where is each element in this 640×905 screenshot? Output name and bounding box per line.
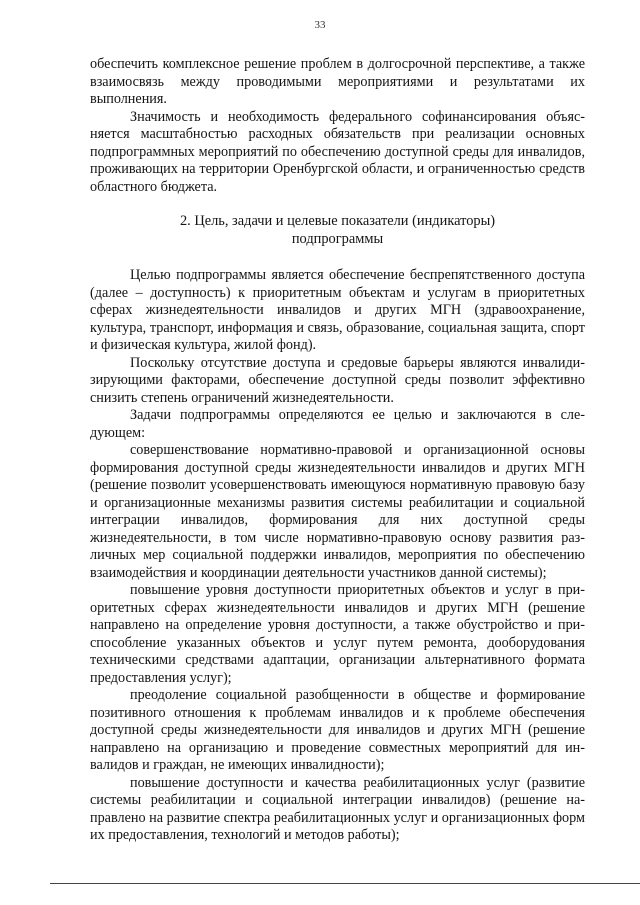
bottom-divider <box>50 883 640 884</box>
paragraph-continuation: обеспечить комплексное решение проблем в долгосрочной перспективе, а также взаимосвязь между проводимыми мероприятиями и результатами их выполнения. <box>90 56 585 107</box>
list-item-task-1: совершенствование нормативно-правовой и организационной основы формирования доступной среды жизнедеятельности инвалидов и других МГН (решение позволит усовершенствовать имеющуюся нормативную правовую базу и организационные механизмы развития системы реабилитации и социальной интеграции инвалидов, формирования для них доступной среды жизнедеятельности, в том числе нормативно-правовую основу развития различных мер социальной поддержки инвалидов, мероприятия по обеспечению взаимодействия и координации деятельности участников данной системы); <box>90 442 585 581</box>
paragraph-tasks-intro: Задачи подпрограммы определяются ее целью и заключаются в следующем: <box>90 407 585 441</box>
list-item-task-4: повышение доступности и качества реабилитационных услуг (развитие системы реабилитации и социальной интеграции инвалидов) (решение направлено на развитие спектра реабилитационных услуг и организационных форм их предоставления, технологий и методов работы); <box>90 774 585 843</box>
section-heading-line-2: подпрограммы <box>291 230 384 247</box>
document-body <box>90 56 585 845</box>
paragraph-barriers: Поскольку отсутствие доступа и средовые барьеры являются инвалидизирующими факторами, обеспечение доступной среды позволит эффективно снизить степень ограничений жизнедеятельности. <box>90 354 585 406</box>
paragraph-goal: Целью подпрограммы является обеспечение беспрепятственного доступа (далее – доступность) к приоритетным объектам и услугам в приоритетных сферах жизнедеятельности инвалидов и других МГН (здравоохранение, культура, транспорт, информация и связь, образование, социальная защита, спорт и физическая культура, жилой фонд). <box>90 267 585 353</box>
list-item-task-3: преодоление социальной разобщенности в обществе и формирование позитивного отношения к проблемам инвалидов и к проблеме обеспечения доступной среды жизнедеятельности для инвалидов и других МГН (решение направлено на организацию и проведение совместных мероприятий для инвалидов и граждан, не имеющих инвалидности); <box>90 687 585 773</box>
list-item-task-2: повышение уровня доступности приоритетных объектов и услуг в приоритетных сферах жизнедеятельности инвалидов и других МГН (решение направлено на определение уровня доступности, а также обустройство и приспособление указанных объектов и услуг путем ремонта, дооборудования техническими средствами адаптации, организации альтернативного формата предоставления услуг); <box>90 582 585 686</box>
section-heading <box>90 213 585 248</box>
paragraph-cofinancing: Значимость и необходимость федерального софинансирования объясняется масштабностью расходных обязательств при реализации основных подпрограммных мероприятий по обеспечению доступной среды для инвалидов, проживающих на территории Оренбургской области, и ограниченностью средств областного бюджета. <box>90 108 585 195</box>
page-number: 33 <box>314 19 326 31</box>
section-heading-line-1: 2. Цель, задачи и целевые показатели (индикаторы) <box>179 213 496 229</box>
